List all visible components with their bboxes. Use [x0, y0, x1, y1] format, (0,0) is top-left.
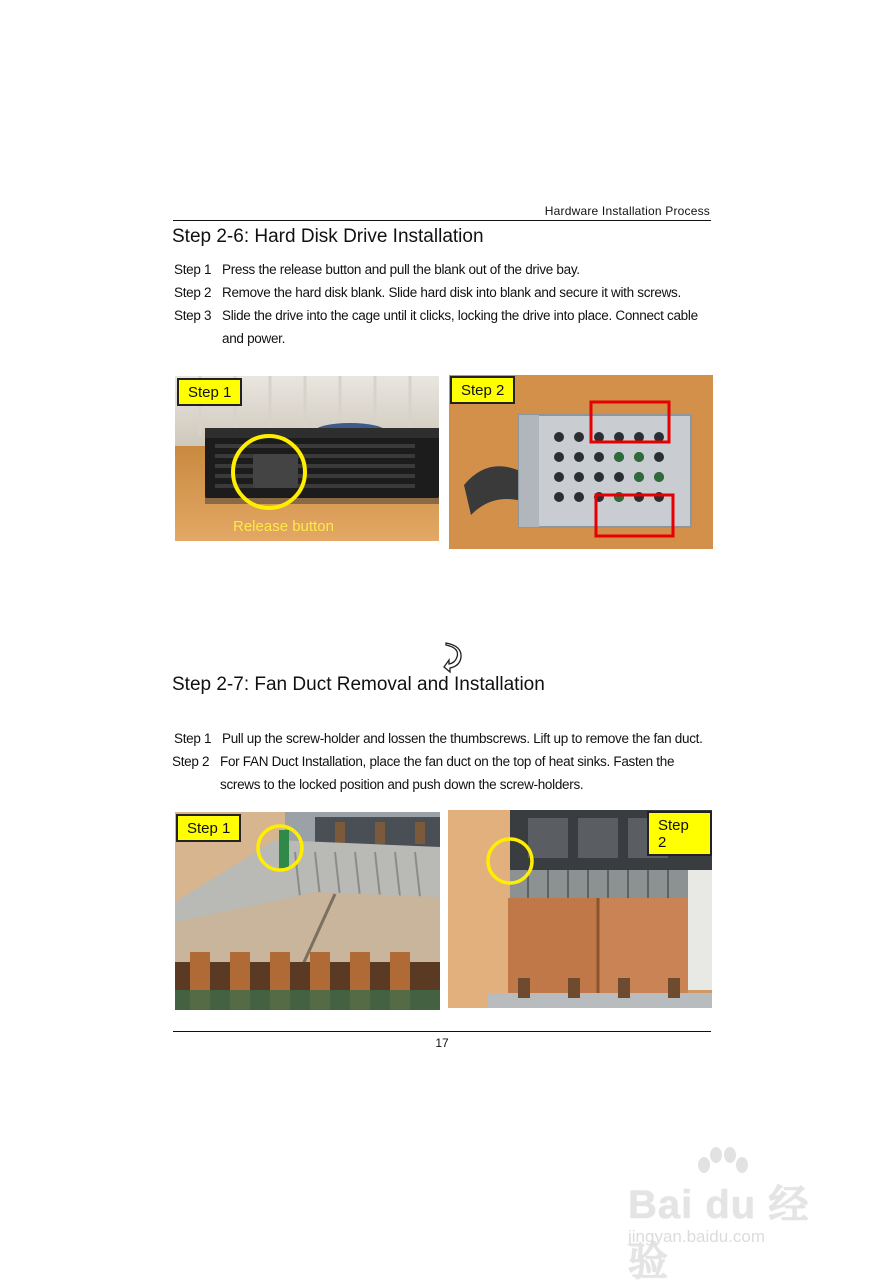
step-label: Step 1 [174, 262, 212, 277]
photo-fan-duct-install [448, 810, 712, 1008]
photo-hdd-release [175, 376, 439, 541]
step-badge: Step 2 [647, 811, 712, 856]
footer-rule [173, 1031, 711, 1032]
page-number: 17 [435, 1036, 449, 1050]
step-label: Step 3 [174, 308, 212, 323]
step-label: Step 2 [172, 754, 210, 769]
header-rule [173, 220, 711, 221]
section-title-hdd: Step 2-6: Hard Disk Drive Installation [172, 226, 484, 247]
photo-fan-duct-removal [175, 812, 440, 1010]
step-badge: Step 1 [176, 814, 241, 842]
step-item [174, 258, 714, 281]
watermark-site: jingyan.baidu.com [628, 1227, 766, 1246]
baidu-watermark [620, 1145, 840, 1284]
step-item [172, 750, 712, 796]
step-text: Remove the hard disk blank. Slide hard disk into blank and secure it with screws. [222, 285, 681, 300]
step-badge: Step 1 [177, 378, 242, 406]
section-title-fan-duct: Step 2-7: Fan Duct Removal and Installation [172, 674, 545, 695]
step-badge: Step 2 [450, 376, 515, 404]
step-item [174, 281, 714, 304]
step-item [174, 304, 714, 350]
step-item [174, 727, 714, 750]
step-text: Press the release button and pull the blank out of the drive bay. [222, 262, 580, 277]
step-label: Step 2 [174, 285, 212, 300]
photo-drive-tray [449, 375, 713, 549]
running-header: Hardware Installation Process [544, 204, 710, 218]
release-button-caption: Release button [233, 518, 334, 535]
continue-arrow-icon [442, 642, 464, 674]
watermark-brand: Bai du 经验 [628, 1183, 810, 1284]
step-label: Step 1 [174, 731, 212, 746]
step-text: Pull up the screw-holder and lossen the thumbscrews. Lift up to remove the fan duct. [222, 731, 703, 746]
step-text: Slide the drive into the cage until it clicks, locking the drive into place. Connect cable and power. [222, 308, 698, 346]
step-text: For FAN Duct Installation, place the fan duct on the top of heat sinks. Fasten the screws to the locked position and push down the screw-holders. [220, 754, 675, 792]
